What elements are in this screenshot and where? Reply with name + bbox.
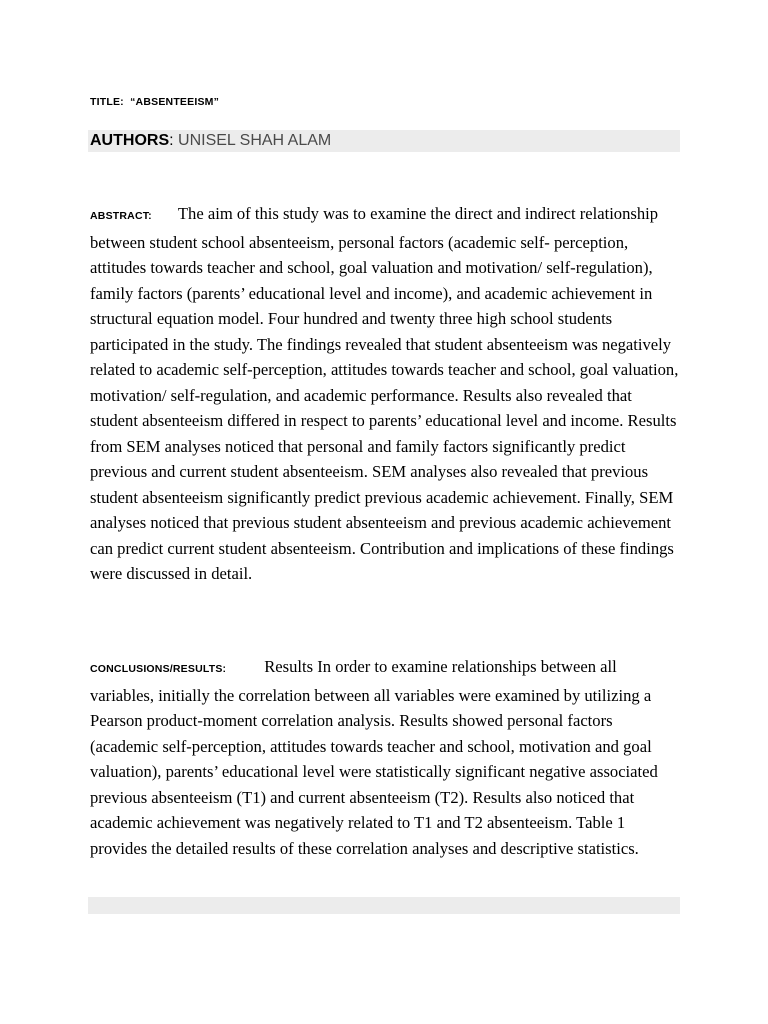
authors-separator: : [169, 132, 174, 149]
abstract-text: The aim of this study was to examine the direct and indirect relationship between student school absenteeism, personal factors (academic self- perception, attitudes towards teacher and school, goal valuation and motivation/ self-regulation), family factors (parents’ educational level and income), and academic achievement in structural equation model. Four hundred and twenty three high school students participated in the study. The findings revealed that student absenteeism was negatively related to academic self-perception, attitudes towards teacher and school, goal valuation, motivation/ self-regulation, and academic performance. Results also revealed that student absenteeism differed in respect to parents’ educational level and income. Results from SEM analyses noticed that personal and family factors significantly predict previous and current student absenteeism. SEM analyses also revealed that previous student absenteeism significantly predict previous academic achievement. Finally, SEM analyses noticed that previous student absenteeism and previous academic achievement can predict current student absenteeism. Contribution and implications of these findings were discussed in detail. [90, 204, 679, 583]
title-label: TITLE: [90, 96, 124, 108]
document-title: “ABSENTEEISM” [130, 96, 220, 108]
abstract-label: ABSTRACT: [90, 210, 152, 222]
conclusions-section [90, 654, 680, 861]
title-line [90, 96, 219, 108]
conclusions-text: Results In order to examine relationships between all variables, initially the correlation between all variables were examined by utilizing a Pearson product-moment correlation analysis. Results showed personal factors (academic self-perception, attitudes towards teacher and school, motivation and goal valuation), parents’ educational level were statistically significant negative associated previous absenteeism (T1) and current absenteeism (T2). Results also noticed that academic achievement was negatively related to T1 and T2 absenteeism. Table 1 provides the detailed results of these correlation analyses and descriptive statistics. [90, 657, 658, 858]
footer-band [88, 897, 680, 914]
conclusions-label: CONCLUSIONS/RESULTS: [90, 663, 227, 675]
authors-line [90, 132, 331, 150]
authors-name: UNISEL SHAH ALAM [173, 132, 332, 149]
authors-label: AUTHORS [90, 132, 170, 149]
abstract-section [90, 201, 680, 587]
